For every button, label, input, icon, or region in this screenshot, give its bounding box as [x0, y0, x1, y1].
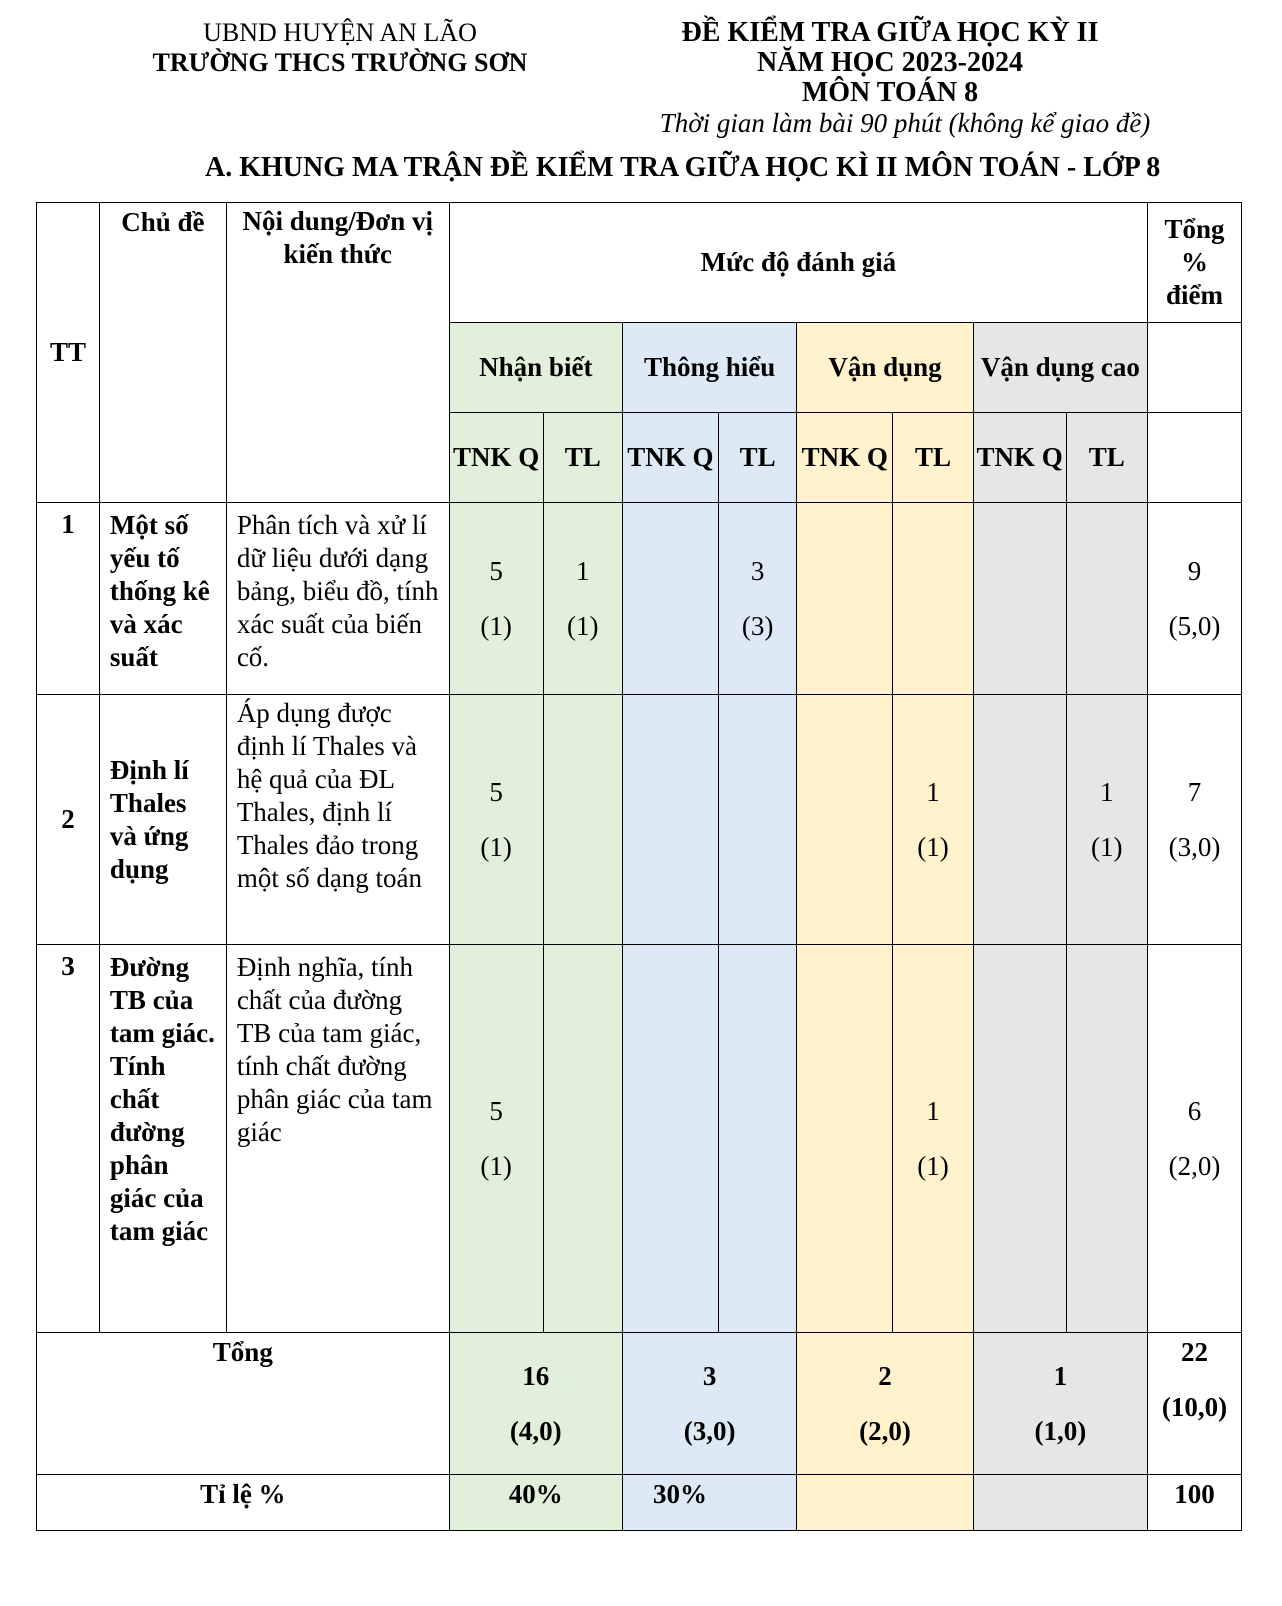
header-topic: Chủ đề	[99, 203, 226, 503]
cell-nb-tnkq: 5 (1)	[449, 945, 543, 1333]
row-number: 3	[37, 945, 100, 1333]
cell-nb-tl: 1 (1)	[543, 503, 622, 695]
total-label: Tổng	[37, 1333, 450, 1475]
table-row	[37, 945, 1242, 1333]
row-number: 2	[37, 695, 100, 945]
cell-th-tl: 3 (3)	[718, 503, 796, 695]
cell-vdc-tnkq	[973, 695, 1066, 945]
header-content: Nội dung/Đơn vị kiến thức	[226, 203, 449, 503]
row-content: Phân tích và xử lí dữ liệu dưới dạng bảng, biểu đồ, tính xác suất của biến cố.	[226, 503, 449, 695]
sub-tnkq: TNK Q	[622, 413, 718, 503]
sub-tnkq: TNK Q	[797, 413, 893, 503]
cell-vdc-tnkq	[973, 503, 1066, 695]
cell-vdc-tl	[1066, 503, 1148, 695]
sub-tl: TL	[893, 413, 973, 503]
cell-vdc-tl: 1 (1)	[1066, 695, 1148, 945]
row-topic: Đường TB của tam giác. Tính chất đường phân giác của tam giác	[99, 945, 226, 1333]
level-understand: Thông hiểu	[622, 323, 796, 413]
cell-th-tl	[718, 695, 796, 945]
cell-vd-tnkq	[797, 503, 893, 695]
district-name: UBND HUYỆN AN LÃO	[203, 18, 477, 47]
total-vd: 2 (2,0)	[797, 1333, 973, 1475]
header-empty	[1148, 323, 1242, 413]
ratio-nb: 40%	[449, 1475, 622, 1531]
cell-total: 9 (5,0)	[1148, 503, 1242, 695]
table-row	[37, 503, 1242, 695]
cell-nb-tl	[543, 945, 622, 1333]
level-advanced-apply: Vận dụng cao	[973, 323, 1147, 413]
school-year: NĂM HỌC 2023-2024	[757, 47, 1023, 78]
cell-vd-tnkq	[797, 695, 893, 945]
total-vdc: 1 (1,0)	[973, 1333, 1147, 1475]
cell-vd-tl	[893, 503, 973, 695]
exam-matrix-table	[36, 202, 1242, 1531]
header-tt: TT	[37, 203, 100, 503]
total-all: 22 (10,0)	[1148, 1333, 1242, 1475]
total-th: 3 (3,0)	[622, 1333, 796, 1475]
ratio-th: 30%	[622, 1475, 796, 1531]
section-title: A. KHUNG MA TRẬN ĐỀ KIỂM TRA GIỮA HỌC KÌ II MÔN TOÁN - LỚP 8	[205, 152, 1161, 183]
ratio-label: Tỉ lệ %	[37, 1475, 450, 1531]
row-topic: Một số yếu tố thống kê và xác suất	[99, 503, 226, 695]
cell-th-tnkq	[622, 945, 718, 1333]
header-assessment-level: Mức độ đánh giá	[449, 203, 1147, 323]
school-header	[120, 18, 560, 78]
row-number: 1	[37, 503, 100, 695]
sub-tl: TL	[543, 413, 622, 503]
cell-nb-tnkq: 5 (1)	[449, 695, 543, 945]
cell-total: 7 (3,0)	[1148, 695, 1242, 945]
total-row	[37, 1333, 1242, 1475]
sub-empty	[1148, 413, 1242, 503]
exam-duration: Thời gian làm bài 90 phút (không kể giao đề)	[659, 108, 1151, 138]
ratio-vdc	[973, 1475, 1147, 1531]
ratio-row	[37, 1475, 1242, 1531]
header-total-percent: Tổng % điểm	[1148, 203, 1242, 323]
exam-title: ĐỀ KIỂM TRA GIỮA HỌC KỲ II	[681, 17, 1099, 48]
cell-vdc-tnkq	[973, 945, 1066, 1333]
cell-nb-tnkq: 5 (1)	[449, 503, 543, 695]
total-nb: 16 (4,0)	[449, 1333, 622, 1475]
school-name: TRƯỜNG THCS TRƯỜNG SƠN	[152, 48, 528, 77]
ratio-total: 100	[1148, 1475, 1242, 1531]
exam-header	[620, 18, 1160, 138]
row-content: Định nghĩa, tính chất của đường TB của tam giác, tính chất đường phân giác của tam giác	[226, 945, 449, 1333]
sub-tnkq: TNK Q	[973, 413, 1066, 503]
cell-th-tnkq	[622, 695, 718, 945]
row-content: Áp dụng được định lí Thales và hệ quả của ĐL Thales, định lí Thales đảo trong một số dạng toán	[226, 695, 449, 945]
table-row	[37, 695, 1242, 945]
sub-tl: TL	[718, 413, 796, 503]
cell-total: 6 (2,0)	[1148, 945, 1242, 1333]
sub-tl: TL	[1066, 413, 1148, 503]
sub-tnkq: TNK Q	[449, 413, 543, 503]
cell-vd-tl: 1 (1)	[893, 695, 973, 945]
level-apply: Vận dụng	[797, 323, 973, 413]
subject: MÔN TOÁN 8	[801, 77, 979, 108]
cell-vd-tl: 1 (1)	[893, 945, 973, 1333]
cell-vdc-tl	[1066, 945, 1148, 1333]
cell-th-tl	[718, 945, 796, 1333]
cell-vd-tnkq	[797, 945, 893, 1333]
cell-nb-tl	[543, 695, 622, 945]
level-recognize: Nhận biết	[449, 323, 622, 413]
row-topic: Định lí Thales và ứng dụng	[99, 695, 226, 945]
ratio-vd	[797, 1475, 973, 1531]
cell-th-tnkq	[622, 503, 718, 695]
